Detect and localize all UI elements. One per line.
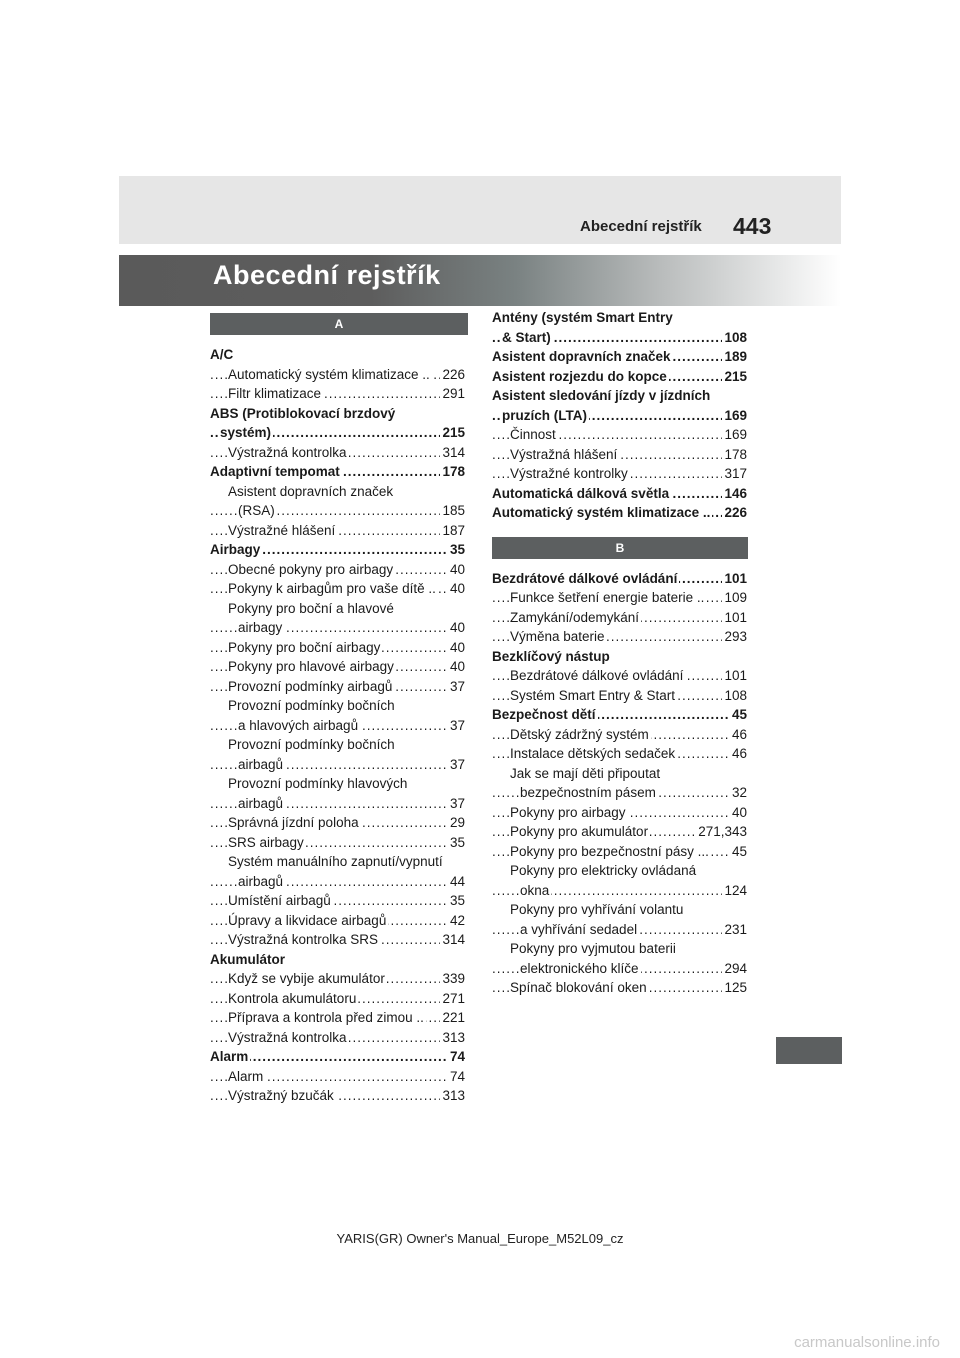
index-entry-text: bezpečnostním pásem bbox=[520, 785, 656, 800]
index-entry-page: 37 bbox=[448, 794, 465, 814]
index-entry bbox=[492, 347, 747, 367]
index-entry-text: Provozní podmínky bočních bbox=[228, 737, 395, 752]
index-entry-text: Akumulátor bbox=[210, 951, 286, 967]
index-entry-page: 37 bbox=[448, 716, 465, 736]
index-entry-text: Výstražné hlášení bbox=[228, 522, 336, 538]
index-entry bbox=[210, 560, 465, 580]
index-entry-text: Výstražná hlášení bbox=[510, 446, 618, 462]
index-entry-page: 108 bbox=[722, 686, 747, 706]
index-entry-text: elektronického klíče bbox=[520, 960, 639, 976]
index-entry-text: Výstražné kontrolky bbox=[510, 466, 628, 481]
index-entry-page: 42 bbox=[448, 911, 465, 931]
index-entry bbox=[210, 735, 465, 755]
index-entry bbox=[210, 1086, 465, 1106]
index-list-b-right bbox=[492, 569, 747, 998]
index-entry bbox=[210, 852, 465, 872]
index-entry-page: 271 bbox=[440, 989, 465, 1009]
index-entry bbox=[210, 1028, 465, 1048]
index-entry-text: Bezklíčový nástup bbox=[492, 648, 610, 664]
index-entry-page: 178 bbox=[722, 445, 747, 465]
index-entry-page: 215 bbox=[440, 423, 465, 443]
index-entry-page: 108 bbox=[722, 328, 747, 348]
index-entry-text: Výstražná kontrolka SRS bbox=[228, 932, 379, 947]
index-entry bbox=[492, 608, 747, 628]
section-header-a: A bbox=[210, 313, 468, 335]
header-section-title: Abecední rejstřík bbox=[580, 218, 702, 235]
index-entry bbox=[210, 482, 465, 502]
index-entry-text: Asistent rozjezdu do kopce bbox=[492, 368, 667, 384]
index-entry bbox=[492, 842, 747, 862]
index-entry-page: 37 bbox=[448, 677, 465, 697]
index-entry-page: 46 bbox=[730, 725, 747, 745]
index-entry bbox=[210, 813, 465, 833]
index-entry-text: A/C bbox=[210, 347, 234, 362]
index-entry bbox=[210, 501, 465, 521]
index-entry-page: 185 bbox=[440, 501, 465, 521]
index-entry bbox=[210, 521, 465, 541]
index-entry-page: 226 bbox=[440, 365, 465, 385]
index-entry-page: 109 bbox=[722, 588, 747, 608]
index-entry-page: 101 bbox=[722, 666, 747, 686]
index-entry-page: 29 bbox=[448, 813, 465, 833]
index-column-left bbox=[210, 313, 465, 1106]
index-entry bbox=[492, 445, 747, 465]
index-list-a-right bbox=[492, 308, 747, 523]
index-entry bbox=[492, 803, 747, 823]
index-entry-page: 44 bbox=[448, 872, 465, 892]
index-entry bbox=[492, 647, 747, 667]
index-entry-text: Zamykání/odemykání bbox=[510, 609, 640, 625]
index-entry bbox=[210, 365, 465, 385]
index-entry bbox=[492, 725, 747, 745]
index-entry bbox=[210, 891, 465, 911]
index-entry bbox=[210, 833, 465, 853]
index-entry bbox=[492, 764, 747, 784]
index-entry bbox=[210, 1067, 465, 1087]
index-entry bbox=[492, 425, 747, 445]
index-entry-page: 314 bbox=[440, 930, 465, 950]
index-entry bbox=[492, 367, 747, 387]
index-entry bbox=[492, 484, 747, 504]
index-entry-text: okna bbox=[520, 882, 550, 898]
index-entry-page: 339 bbox=[440, 969, 465, 989]
index-entry-text: Činnost bbox=[510, 427, 556, 442]
index-entry-text: Výstražný bzučák bbox=[228, 1088, 334, 1103]
index-entry-text: Provozní podmínky hlavových bbox=[228, 776, 408, 791]
index-entry bbox=[210, 404, 465, 424]
index-entry-page: 215 bbox=[722, 367, 747, 387]
index-entry bbox=[210, 1047, 465, 1067]
index-entry-page: 146 bbox=[722, 484, 747, 504]
index-entry bbox=[492, 939, 747, 959]
watermark: carmanualsonline.info bbox=[794, 1334, 940, 1351]
index-entry-text: Provozní podmínky bočních bbox=[228, 698, 395, 713]
index-entry-text: Výstražná kontrolka bbox=[228, 1029, 347, 1045]
index-entry-text: Filtr klimatizace bbox=[228, 386, 322, 401]
index-entry bbox=[210, 969, 465, 989]
index-entry-text: Pokyny pro boční a hlavové bbox=[228, 600, 394, 616]
index-entry-page: 293 bbox=[722, 627, 747, 647]
index-entry-page: 40 bbox=[448, 618, 465, 638]
index-entry-text: Bezdrátové dálkové ovládání bbox=[492, 570, 678, 586]
index-entry-text: Úpravy a likvidace airbagů bbox=[228, 912, 387, 928]
index-entry-page: 40 bbox=[730, 803, 747, 823]
index-entry-text: Bezdrátové dálkové ovládání bbox=[510, 668, 684, 683]
index-entry-text: Adaptivní tempomat bbox=[210, 464, 340, 479]
index-entry bbox=[210, 677, 465, 697]
index-entry-page: 125 bbox=[722, 978, 747, 998]
index-entry bbox=[492, 588, 747, 608]
index-entry-text: Pokyny pro elektricky ovládaná bbox=[510, 863, 697, 878]
index-entry-text: Asistent sledování jízdy v jízdních bbox=[492, 388, 711, 403]
index-entry-text: (RSA) bbox=[238, 503, 275, 518]
index-entry-text: Antény (systém Smart Entry bbox=[492, 310, 673, 325]
index-entry-text: airbagů bbox=[238, 795, 284, 811]
index-entry bbox=[210, 716, 465, 736]
index-entry-page: 40 bbox=[448, 579, 465, 599]
index-entry bbox=[210, 579, 465, 599]
index-entry-text: pruzích (LTA) bbox=[502, 407, 587, 423]
index-entry-text: SRS airbagy bbox=[228, 834, 304, 850]
index-entry-text: Asistent dopravních značek bbox=[228, 483, 394, 499]
index-entry-text: Instalace dětských sedaček bbox=[510, 746, 676, 761]
index-entry-text: Pokyny pro boční airbagy bbox=[228, 639, 381, 655]
index-entry-text: Pokyny pro vyjmutou baterii bbox=[510, 941, 676, 956]
index-entry-text: Výstražná kontrolka bbox=[228, 444, 347, 460]
index-entry-page: 40 bbox=[448, 657, 465, 677]
index-entry-text: Dětský zádržný systém bbox=[510, 726, 649, 742]
index-entry-text: Když se vybije akumulátor bbox=[228, 971, 385, 986]
index-entry bbox=[210, 930, 465, 950]
index-entry-page: 178 bbox=[440, 462, 465, 482]
index-entry bbox=[492, 861, 747, 881]
index-entry-page: 313 bbox=[440, 1086, 465, 1106]
index-entry bbox=[492, 822, 747, 842]
index-entry-page: 313 bbox=[440, 1028, 465, 1048]
index-entry bbox=[492, 978, 747, 998]
index-entry-page: 314 bbox=[440, 443, 465, 463]
index-entry-text: Pokyny pro bezpečnostní pásy ... bbox=[510, 843, 709, 859]
section-header-b: B bbox=[492, 537, 748, 559]
index-list-a-left bbox=[210, 345, 465, 1106]
index-entry-page: 169 bbox=[722, 425, 747, 445]
index-entry bbox=[210, 462, 465, 482]
index-entry-page: 231 bbox=[722, 920, 747, 940]
index-entry bbox=[210, 540, 465, 560]
index-entry-text: Pokyny pro akumulátor bbox=[510, 824, 649, 839]
index-entry-text: & Start) bbox=[502, 329, 551, 345]
index-entry bbox=[492, 386, 747, 406]
index-entry-text: a vyhřívání sedadel bbox=[520, 921, 638, 937]
index-entry bbox=[210, 443, 465, 463]
index-entry-page: 46 bbox=[730, 744, 747, 764]
index-entry-page: 35 bbox=[448, 833, 465, 853]
index-entry-text: Asistent dopravních značek bbox=[492, 349, 671, 364]
index-entry-text: ABS (Protiblokovací brzdový bbox=[210, 405, 396, 421]
index-entry bbox=[492, 881, 747, 901]
index-entry-text: Správná jízdní poloha bbox=[228, 815, 359, 830]
index-entry-page: 187 bbox=[440, 521, 465, 541]
index-entry bbox=[492, 705, 747, 725]
index-entry bbox=[210, 989, 465, 1009]
index-entry-text: airbagů bbox=[238, 756, 284, 772]
index-entry-page: 32 bbox=[730, 783, 747, 803]
index-entry bbox=[492, 328, 747, 348]
index-entry-page: 45 bbox=[730, 705, 747, 725]
index-entry bbox=[492, 744, 747, 764]
index-entry bbox=[210, 599, 465, 619]
index-entry-text: Automatický systém klimatizace .. bbox=[228, 366, 430, 382]
index-entry-text: Pokyny pro airbagy bbox=[510, 804, 626, 820]
index-entry bbox=[210, 423, 465, 443]
index-entry-text: airbagů bbox=[238, 873, 284, 889]
index-entry bbox=[492, 627, 747, 647]
index-entry-text: Příprava a kontrola před zimou .. bbox=[228, 1010, 424, 1025]
index-entry-text: Výměna baterie bbox=[510, 629, 605, 644]
footer-text: YARIS(GR) Owner's Manual_Europe_M52L09_cz bbox=[336, 1231, 624, 1246]
index-entry-page: 294 bbox=[722, 959, 747, 979]
index-entry-page: 40 bbox=[448, 560, 465, 580]
index-entry-text: Automatický systém klimatizace .. bbox=[492, 505, 711, 520]
index-column-right bbox=[492, 308, 747, 998]
thumb-index-tab bbox=[776, 1037, 842, 1064]
index-entry bbox=[492, 569, 747, 589]
index-entry-text: Alarm bbox=[228, 1068, 264, 1084]
index-entry bbox=[210, 384, 465, 404]
index-entry-page: 74 bbox=[448, 1047, 465, 1067]
index-entry-text: Umístění airbagů bbox=[228, 893, 331, 908]
index-entry-page: 221 bbox=[440, 1008, 465, 1028]
index-entry-text: Kontrola akumulátoru bbox=[228, 990, 357, 1006]
page-title: Abecední rejstřík bbox=[213, 260, 441, 290]
index-entry-page: 40 bbox=[448, 638, 465, 658]
index-entry-page: 189 bbox=[722, 347, 747, 367]
index-entry bbox=[210, 657, 465, 677]
index-entry-text: airbagy bbox=[238, 620, 283, 635]
index-entry-text: Systém manuálního zapnutí/vypnutí bbox=[228, 854, 443, 869]
index-entry-text: Automatická dálková světla bbox=[492, 485, 670, 501]
index-entry bbox=[492, 464, 747, 484]
index-entry-text: Pokyny pro vyhřívání volantu bbox=[510, 902, 684, 917]
index-entry-text: systém) bbox=[220, 425, 272, 440]
index-entry-page: 271,343 bbox=[696, 822, 747, 842]
index-entry-page: 45 bbox=[730, 842, 747, 862]
index-entry-page: 74 bbox=[448, 1067, 465, 1087]
index-entry bbox=[210, 911, 465, 931]
index-entry bbox=[210, 618, 465, 638]
index-entry bbox=[210, 774, 465, 794]
index-entry bbox=[492, 920, 747, 940]
index-entry bbox=[492, 959, 747, 979]
index-entry bbox=[210, 950, 465, 970]
page-number: 443 bbox=[733, 213, 772, 239]
index-entry-text: Spínač blokování oken bbox=[510, 980, 647, 995]
index-entry bbox=[210, 872, 465, 892]
index-entry bbox=[210, 794, 465, 814]
index-entry-text: a hlavových airbagů bbox=[238, 717, 359, 733]
index-entry-text: Bezpečnost dětí bbox=[492, 707, 596, 722]
index-entry-text: Jak se mají děti připoutat bbox=[510, 765, 661, 781]
index-entry bbox=[210, 696, 465, 716]
index-entry-page: 101 bbox=[722, 569, 747, 589]
index-entry-text: Systém Smart Entry & Start bbox=[510, 687, 676, 703]
index-entry-page: 226 bbox=[722, 503, 747, 523]
index-entry-page: 169 bbox=[722, 406, 747, 426]
index-entry-page: 101 bbox=[722, 608, 747, 628]
index-entry bbox=[492, 686, 747, 706]
index-entry bbox=[492, 783, 747, 803]
index-entry bbox=[492, 900, 747, 920]
index-entry bbox=[492, 503, 747, 523]
index-entry-text: Funkce šetření energie baterie .. bbox=[510, 590, 705, 605]
index-entry-text: Obecné pokyny pro airbagy bbox=[228, 561, 394, 577]
index-entry bbox=[210, 345, 465, 365]
index-entry-page: 35 bbox=[448, 540, 465, 560]
index-entry-text: Pokyny pro hlavové airbagy bbox=[228, 659, 394, 674]
index-entry bbox=[210, 1008, 465, 1028]
index-entry-page: 317 bbox=[722, 464, 747, 484]
index-entry-page: 37 bbox=[448, 755, 465, 775]
index-entry-text: Alarm bbox=[210, 1049, 249, 1064]
index-entry bbox=[492, 666, 747, 686]
index-entry bbox=[210, 755, 465, 775]
index-entry bbox=[492, 308, 747, 328]
index-entry-text: Pokyny k airbagům pro vaše dítě .. bbox=[228, 581, 436, 596]
index-entry bbox=[210, 638, 465, 658]
index-entry-page: 35 bbox=[448, 891, 465, 911]
index-entry-text: Provozní podmínky airbagů bbox=[228, 678, 393, 694]
index-entry bbox=[492, 406, 747, 426]
index-entry-text: Airbagy bbox=[210, 542, 261, 557]
index-entry-page: 291 bbox=[440, 384, 465, 404]
index-entry-page: 124 bbox=[722, 881, 747, 901]
